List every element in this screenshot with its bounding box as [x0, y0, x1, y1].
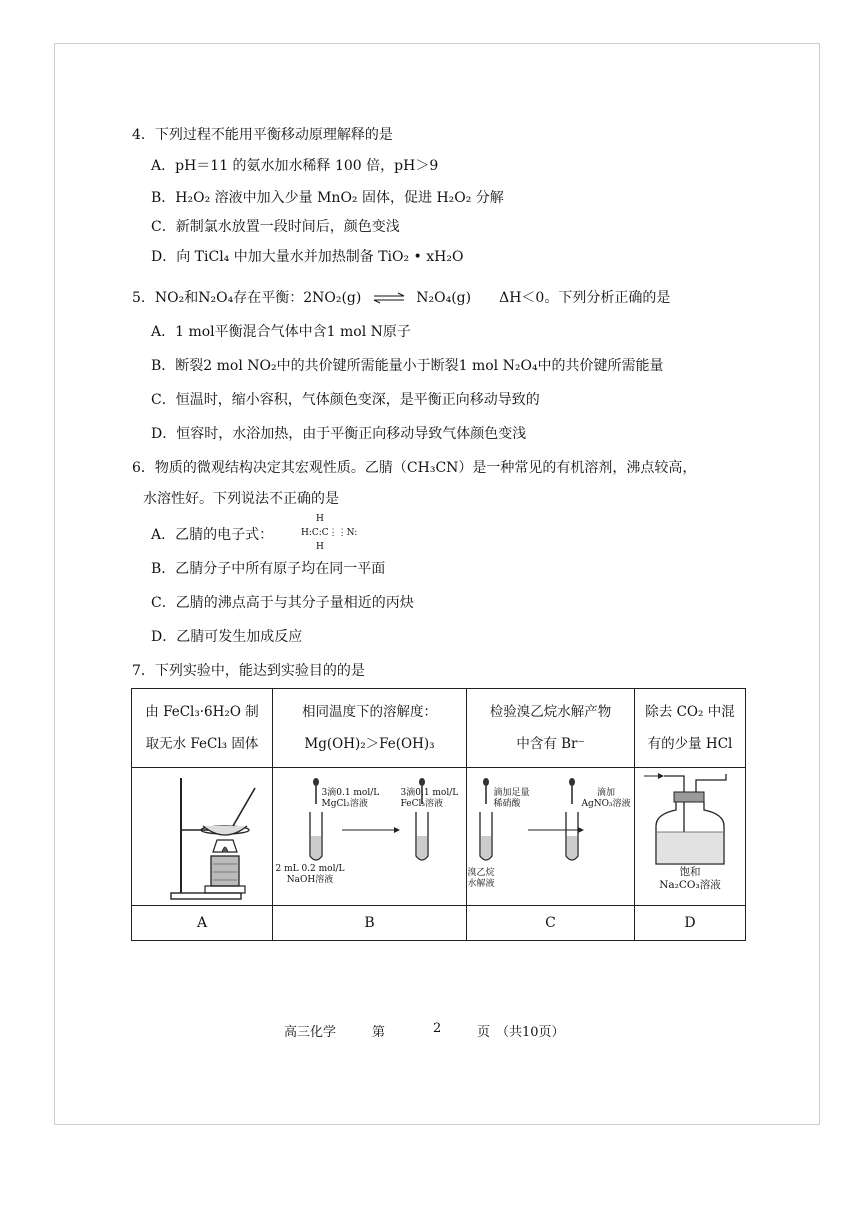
figure-b-tube-line1: 2 mL 0.2 mol/L	[275, 863, 345, 874]
purpose-a-line1: 由 FeCl₃·6H₂O 制	[145, 704, 259, 720]
equilibrium-arrow-icon	[372, 292, 406, 304]
footer-total: （共10页）	[496, 1025, 565, 1040]
q5-option-a: A．1 mol平衡混合气体中含1 mol N原子	[151, 324, 411, 340]
q5-stem	[132, 289, 670, 307]
figure-b-tube-line2: NaOH溶液	[286, 874, 334, 885]
acetonitrile-electron-formula	[301, 514, 361, 554]
purpose-d	[635, 689, 746, 768]
purpose-d-line2: 有的少量 HCl	[647, 736, 733, 752]
figure-c-tube-line1: 溴乙烷	[467, 867, 495, 878]
figure-c-drop2-line1: 滴加	[597, 787, 616, 798]
footer-page-number: 2	[433, 1021, 442, 1036]
experiment-figure-row	[132, 768, 746, 906]
figure-c-drop1-line2: 稀硝酸	[493, 798, 521, 809]
purpose-c-line1: 检验溴乙烷水解产物	[489, 704, 612, 720]
figure-b-drop1-line1: 3滴0.1 mol/L	[321, 787, 380, 798]
purpose-b-line1: 相同温度下的溶解度：	[302, 704, 437, 720]
label-a: A	[132, 906, 273, 941]
figure-c-tube-label	[468, 868, 495, 890]
figure-c-drop1-line1: 滴加足量	[493, 787, 530, 798]
label-d: D	[635, 906, 746, 941]
figure-d-line2: Na₂CO₃溶液	[659, 878, 721, 891]
formula-h-bottom: H	[316, 542, 324, 552]
q6-option-d: D．乙腈可发生加成反应	[151, 629, 303, 645]
q6-option-c: C．乙腈的沸点高于与其分子量相近的丙炔	[151, 595, 414, 611]
figure-b-tube-label	[276, 864, 345, 886]
figure-b-drop2-label	[401, 788, 459, 810]
q4-option-c: C．新制氯水放置一段时间后，颜色变浅	[151, 219, 400, 235]
label-b: B	[273, 906, 467, 941]
figure-b-drop2-line2: FeCl₃溶液	[400, 798, 443, 809]
q5-option-c: C．恒温时，缩小容积，气体颜色变深，是平衡正向移动导致的	[151, 392, 540, 408]
q6-option-a	[151, 526, 273, 544]
experiment-purpose-row	[132, 689, 746, 768]
q5-stem-prefix: 5．NO₂和N₂O₄存在平衡：2NO₂(g)	[132, 290, 362, 306]
formula-main: H:C:C⋮⋮N:	[301, 528, 358, 538]
q4-option-a: A．pH＝11 的氨水加水稀释 100 倍，pH＞9	[151, 158, 439, 174]
experiment-table	[131, 688, 746, 941]
figure-c-drop1-label	[494, 788, 530, 810]
purpose-d-line1: 除去 CO₂ 中混	[645, 704, 735, 720]
purpose-a	[132, 689, 273, 768]
figure-c-drop2-label	[582, 788, 631, 810]
figure-d	[635, 768, 746, 906]
q4-stem: 4．下列过程不能用平衡移动原理解释的是	[132, 127, 393, 143]
figure-b-drop1-label	[322, 788, 380, 810]
purpose-c	[467, 689, 635, 768]
figure-c	[467, 768, 635, 906]
figure-d-line1: 饱和	[679, 865, 701, 878]
experiment-label-row	[132, 906, 746, 941]
purpose-a-line2: 取无水 FeCl₃ 固体	[145, 736, 259, 752]
q4-option-b: B．H₂O₂ 溶液中加入少量 MnO₂ 固体，促进 H₂O₂ 分解	[151, 190, 504, 206]
purpose-b-line2: Mg(OH)₂＞Fe(OH)₃	[304, 736, 435, 752]
figure-c-tube-line2: 水解液	[467, 878, 495, 889]
figure-b	[273, 768, 467, 906]
figure-c-drop2-line2: AgNO₃溶液	[581, 798, 631, 809]
q7-stem: 7．下列实验中，能达到实验目的的是	[132, 663, 365, 679]
figure-b-drop1-line2: MgCl₂溶液	[321, 798, 368, 809]
evaporation-apparatus-icon	[133, 770, 271, 904]
q6-stem-line2: 水溶性好。下列说法不正确的是	[143, 491, 339, 507]
footer-di: 第	[372, 1025, 386, 1040]
formula-h-top: H	[316, 514, 324, 524]
figure-b-drop2-line1: 3滴0.1 mol/L	[400, 787, 459, 798]
purpose-c-line2: 中含有 Br⁻	[516, 736, 585, 752]
q6-option-b: B．乙腈分子中所有原子均在同一平面	[151, 561, 386, 577]
footer-ye: 页	[477, 1025, 491, 1040]
q5-stem-suffix: N₂O₄(g) ΔH＜0。下列分析正确的是	[416, 290, 671, 306]
q4-option-d: D．向 TiCl₄ 中加大量水并加热制备 TiO₂ • xH₂O	[151, 249, 464, 265]
q6-stem-line1: 6．物质的微观结构决定其宏观性质。乙腈（CH₃CN）是一种常见的有机溶剂，沸点较高，	[132, 460, 697, 476]
label-c: C	[467, 906, 635, 941]
q5-option-b: B．断裂2 mol NO₂中的共价键所需能量小于断裂1 mol N₂O₄中的共价键所需能量	[151, 358, 664, 374]
figure-d-label	[636, 866, 744, 892]
q6-option-a-text: A．乙腈的电子式：	[151, 527, 274, 543]
figure-a	[132, 768, 273, 906]
footer-subject: 高三化学	[284, 1025, 337, 1040]
q5-option-d: D．恒容时，水浴加热，由于平衡正向移动导致气体颜色变浅	[151, 426, 527, 442]
purpose-b	[273, 689, 467, 768]
